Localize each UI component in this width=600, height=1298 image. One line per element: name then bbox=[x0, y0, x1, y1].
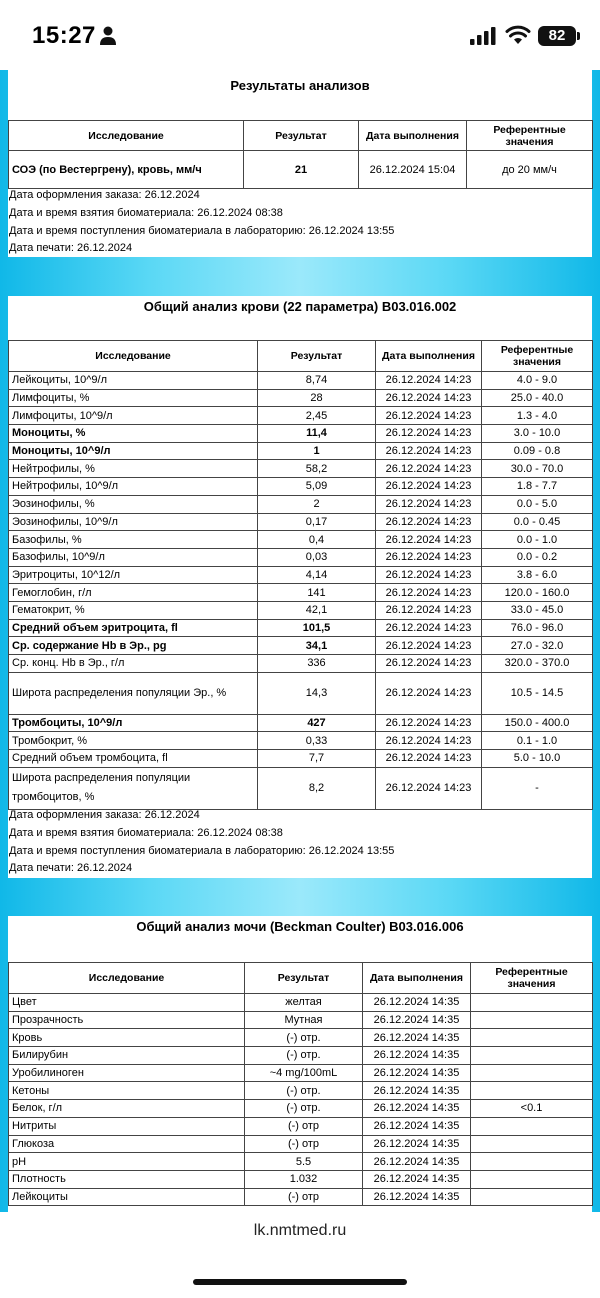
table-row bbox=[9, 655, 593, 673]
test-name: СОЭ (по Вестергрену), кровь, мм/ч bbox=[9, 151, 244, 189]
test-name: Моноциты, % bbox=[9, 425, 258, 443]
test-date: 26.12.2024 14:23 bbox=[376, 655, 482, 673]
card-urinalysis bbox=[8, 916, 592, 1212]
test-result: 0,33 bbox=[258, 732, 376, 750]
table-row bbox=[9, 732, 593, 750]
test-date: 26.12.2024 14:35 bbox=[363, 1011, 471, 1029]
table-row bbox=[9, 1082, 593, 1100]
test-result: 336 bbox=[258, 655, 376, 673]
card-title: Результаты анализов bbox=[230, 78, 370, 93]
test-result: 42,1 bbox=[258, 601, 376, 619]
test-date: 26.12.2024 14:35 bbox=[363, 1064, 471, 1082]
table-row bbox=[9, 531, 593, 549]
test-result: 7,7 bbox=[258, 750, 376, 768]
test-name: Нитриты bbox=[9, 1117, 245, 1135]
test-name: Прозрачность bbox=[9, 1011, 245, 1029]
test-date: 26.12.2024 14:23 bbox=[376, 619, 482, 637]
table-row bbox=[9, 714, 593, 732]
test-name: Базофилы, 10^9/л bbox=[9, 548, 258, 566]
person-icon bbox=[99, 26, 117, 46]
test-name: Кровь bbox=[9, 1029, 245, 1047]
test-date: 26.12.2024 14:23 bbox=[376, 389, 482, 407]
order-info bbox=[9, 807, 394, 878]
results-table bbox=[8, 340, 593, 810]
test-result: 5,09 bbox=[258, 478, 376, 496]
test-result: 0,4 bbox=[258, 531, 376, 549]
test-result: 0,17 bbox=[258, 513, 376, 531]
test-date: 26.12.2024 14:35 bbox=[363, 1153, 471, 1171]
test-reference: 0.0 - 0.45 bbox=[482, 513, 593, 531]
test-reference: 27.0 - 32.0 bbox=[482, 637, 593, 655]
test-reference: 0.0 - 5.0 bbox=[482, 495, 593, 513]
test-name: Лейкоциты bbox=[9, 1188, 245, 1206]
test-date: 26.12.2024 14:23 bbox=[376, 442, 482, 460]
test-date: 26.12.2024 14:23 bbox=[376, 672, 482, 714]
test-result: 11,4 bbox=[258, 425, 376, 443]
test-result: 1 bbox=[258, 442, 376, 460]
test-date: 26.12.2024 14:23 bbox=[376, 513, 482, 531]
test-result: (-) отр. bbox=[245, 1047, 363, 1065]
test-date: 26.12.2024 14:35 bbox=[363, 1188, 471, 1206]
print-date: Дата печати: 26.12.2024 bbox=[9, 242, 133, 255]
col-header-date: Дата выполнения bbox=[376, 341, 482, 372]
test-name: Эозинофилы, 10^9/л bbox=[9, 513, 258, 531]
test-reference: - bbox=[482, 767, 593, 809]
test-name: Ср. содержание Hb в Эр., pg bbox=[9, 637, 258, 655]
test-result: (-) отр. bbox=[245, 1100, 363, 1118]
results-table bbox=[8, 120, 593, 189]
test-date: 26.12.2024 14:23 bbox=[376, 714, 482, 732]
sample-received: Дата и время поступления биоматериала в лабораторию: 26.12.2024 13:55 bbox=[9, 844, 395, 857]
table-row bbox=[9, 1170, 593, 1188]
table-row bbox=[9, 1047, 593, 1065]
col-header-result: Результат bbox=[258, 341, 376, 372]
test-date: 26.12.2024 14:35 bbox=[363, 1047, 471, 1065]
test-date: 26.12.2024 14:23 bbox=[376, 372, 482, 390]
test-name: pH bbox=[9, 1153, 245, 1171]
table-row bbox=[9, 151, 593, 189]
col-header-result: Результат bbox=[245, 963, 363, 994]
order-info bbox=[9, 187, 394, 258]
col-header-test: Исследование bbox=[9, 121, 244, 151]
test-date: 26.12.2024 14:35 bbox=[363, 1100, 471, 1118]
order-date: Дата оформления заказа: 26.12.2024 bbox=[9, 189, 200, 201]
test-reference: 76.0 - 96.0 bbox=[482, 619, 593, 637]
table-row bbox=[9, 425, 593, 443]
test-name: Широта распределения популяции тромбоцитов, % bbox=[9, 767, 258, 809]
test-reference: 1.3 - 4.0 bbox=[482, 407, 593, 425]
table-row bbox=[9, 750, 593, 768]
table-row bbox=[9, 460, 593, 478]
test-name: Белок, г/л bbox=[9, 1100, 245, 1118]
table-row bbox=[9, 442, 593, 460]
test-date: 26.12.2024 14:23 bbox=[376, 548, 482, 566]
battery-tip bbox=[577, 32, 580, 40]
table-row bbox=[9, 566, 593, 584]
test-date: 26.12.2024 15:04 bbox=[359, 151, 467, 189]
test-result: ~4 mg/100mL bbox=[245, 1064, 363, 1082]
table-row bbox=[9, 637, 593, 655]
test-reference: 4.0 - 9.0 bbox=[482, 372, 593, 390]
test-result: 427 bbox=[258, 714, 376, 732]
test-reference: 150.0 - 400.0 bbox=[482, 714, 593, 732]
test-result: 8,2 bbox=[258, 767, 376, 809]
table-row bbox=[9, 672, 593, 714]
test-result: Мутная bbox=[245, 1011, 363, 1029]
table-row bbox=[9, 584, 593, 602]
test-reference: 5.0 - 10.0 bbox=[482, 750, 593, 768]
test-name: Плотность bbox=[9, 1170, 245, 1188]
test-date: 26.12.2024 14:23 bbox=[376, 732, 482, 750]
test-date: 26.12.2024 14:35 bbox=[363, 994, 471, 1012]
col-header-test: Исследование bbox=[9, 341, 258, 372]
col-header-date: Дата выполнения bbox=[359, 121, 467, 151]
test-name: Ср. конц. Hb в Эр., г/л bbox=[9, 655, 258, 673]
test-result: 58,2 bbox=[258, 460, 376, 478]
sample-taken: Дата и время взятия биоматериала: 26.12.2024 08:38 bbox=[9, 206, 283, 219]
test-name: Тромбокрит, % bbox=[9, 732, 258, 750]
test-result: (-) отр bbox=[245, 1135, 363, 1153]
test-reference bbox=[471, 1135, 593, 1153]
table-row bbox=[9, 372, 593, 390]
test-reference: 0.0 - 0.2 bbox=[482, 548, 593, 566]
table-row bbox=[9, 495, 593, 513]
test-reference: 120.0 - 160.0 bbox=[482, 584, 593, 602]
test-date: 26.12.2024 14:23 bbox=[376, 425, 482, 443]
table-row bbox=[9, 513, 593, 531]
sample-taken: Дата и время взятия биоматериала: 26.12.2024 08:38 bbox=[9, 826, 283, 839]
test-reference bbox=[471, 1011, 593, 1029]
test-result: желтая bbox=[245, 994, 363, 1012]
table-row bbox=[9, 407, 593, 425]
test-name: Нейтрофилы, 10^9/л bbox=[9, 478, 258, 496]
test-name: Средний объем эритроцита, fl bbox=[9, 619, 258, 637]
browser-footer bbox=[0, 1212, 600, 1298]
table-row bbox=[9, 1153, 593, 1171]
test-reference bbox=[471, 994, 593, 1012]
test-date: 26.12.2024 14:35 bbox=[363, 1029, 471, 1047]
test-reference: 1.8 - 7.7 bbox=[482, 478, 593, 496]
col-header-reference: Референтные значения bbox=[482, 341, 593, 372]
card-title: Общий анализ крови (22 параметра) B03.016.002 bbox=[143, 299, 457, 314]
test-name: Эозинофилы, % bbox=[9, 495, 258, 513]
table-row bbox=[9, 1100, 593, 1118]
status-bar bbox=[0, 0, 600, 70]
test-result: 101,5 bbox=[258, 619, 376, 637]
order-date: Дата оформления заказа: 26.12.2024 bbox=[9, 809, 200, 821]
test-date: 26.12.2024 14:23 bbox=[376, 601, 482, 619]
test-reference: 0.0 - 1.0 bbox=[482, 531, 593, 549]
test-name: Эритроциты, 10^12/л bbox=[9, 566, 258, 584]
test-date: 26.12.2024 14:35 bbox=[363, 1117, 471, 1135]
test-reference: 3.0 - 10.0 bbox=[482, 425, 593, 443]
test-date: 26.12.2024 14:23 bbox=[376, 584, 482, 602]
test-result: 14,3 bbox=[258, 672, 376, 714]
test-date: 26.12.2024 14:23 bbox=[376, 478, 482, 496]
test-name: Лейкоциты, 10^9/л bbox=[9, 372, 258, 390]
test-name: Гемоглобин, г/л bbox=[9, 584, 258, 602]
test-name: Широта распределения популяции Эр., % bbox=[9, 672, 258, 714]
col-header-result: Результат bbox=[244, 121, 359, 151]
test-result: (-) отр. bbox=[245, 1082, 363, 1100]
col-header-reference: Референтные значения bbox=[471, 963, 593, 994]
test-date: 26.12.2024 14:23 bbox=[376, 407, 482, 425]
test-name: Гематокрит, % bbox=[9, 601, 258, 619]
test-name: Цвет bbox=[9, 994, 245, 1012]
test-date: 26.12.2024 14:23 bbox=[376, 495, 482, 513]
test-reference: 0.09 - 0.8 bbox=[482, 442, 593, 460]
table-row bbox=[9, 1029, 593, 1047]
test-reference bbox=[471, 1029, 593, 1047]
card-cbc bbox=[8, 296, 592, 878]
test-name: Базофилы, % bbox=[9, 531, 258, 549]
test-name: Нейтрофилы, % bbox=[9, 460, 258, 478]
test-reference: 25.0 - 40.0 bbox=[482, 389, 593, 407]
test-date: 26.12.2024 14:23 bbox=[376, 566, 482, 584]
table-row bbox=[9, 1135, 593, 1153]
test-result: (-) отр. bbox=[245, 1029, 363, 1047]
test-reference bbox=[471, 1064, 593, 1082]
test-reference bbox=[471, 1047, 593, 1065]
test-result: 8,74 bbox=[258, 372, 376, 390]
test-result: 1.032 bbox=[245, 1170, 363, 1188]
test-name: Лимфоциты, 10^9/л bbox=[9, 407, 258, 425]
url-label[interactable]: lk.nmtmed.ru bbox=[253, 1222, 347, 1239]
test-date: 26.12.2024 14:35 bbox=[363, 1170, 471, 1188]
table-row bbox=[9, 994, 593, 1012]
test-date: 26.12.2024 14:23 bbox=[376, 767, 482, 809]
test-reference: 3.8 - 6.0 bbox=[482, 566, 593, 584]
sample-received: Дата и время поступления биоматериала в лабораторию: 26.12.2024 13:55 bbox=[9, 224, 395, 237]
test-reference: <0.1 bbox=[471, 1100, 593, 1118]
table-row bbox=[9, 548, 593, 566]
test-result: (-) отр bbox=[245, 1188, 363, 1206]
test-reference bbox=[471, 1082, 593, 1100]
test-name: Билирубин bbox=[9, 1047, 245, 1065]
test-date: 26.12.2024 14:23 bbox=[376, 750, 482, 768]
home-indicator[interactable] bbox=[193, 1279, 407, 1285]
test-reference bbox=[471, 1117, 593, 1135]
card-title: Общий анализ мочи (Beckman Coulter) B03.016.006 bbox=[136, 919, 464, 934]
test-date: 26.12.2024 14:23 bbox=[376, 637, 482, 655]
table-row bbox=[9, 389, 593, 407]
test-date: 26.12.2024 14:35 bbox=[363, 1082, 471, 1100]
test-reference bbox=[471, 1153, 593, 1171]
test-reference: 320.0 - 370.0 bbox=[482, 655, 593, 673]
test-name: Уробилиноген bbox=[9, 1064, 245, 1082]
table-row bbox=[9, 478, 593, 496]
test-reference: 10.5 - 14.5 bbox=[482, 672, 593, 714]
test-result: 2 bbox=[258, 495, 376, 513]
table-row bbox=[9, 1188, 593, 1206]
test-reference: 0.1 - 1.0 bbox=[482, 732, 593, 750]
test-reference: 33.0 - 45.0 bbox=[482, 601, 593, 619]
test-name: Моноциты, 10^9/л bbox=[9, 442, 258, 460]
test-result: 28 bbox=[258, 389, 376, 407]
test-name: Глюкоза bbox=[9, 1135, 245, 1153]
test-result: 21 bbox=[244, 151, 359, 189]
table-row bbox=[9, 619, 593, 637]
status-time: 15:27 bbox=[32, 22, 96, 49]
test-reference: 30.0 - 70.0 bbox=[482, 460, 593, 478]
signal-icon bbox=[470, 27, 496, 45]
test-result: 4,14 bbox=[258, 566, 376, 584]
test-name: Средний объем тромбоцита, fl bbox=[9, 750, 258, 768]
test-reference: до 20 мм/ч bbox=[467, 151, 593, 189]
test-date: 26.12.2024 14:35 bbox=[363, 1135, 471, 1153]
test-name: Кетоны bbox=[9, 1082, 245, 1100]
table-row bbox=[9, 601, 593, 619]
wifi-icon bbox=[505, 25, 531, 45]
test-result: (-) отр bbox=[245, 1117, 363, 1135]
col-header-reference: Референтные значения bbox=[467, 121, 593, 151]
test-result: 2,45 bbox=[258, 407, 376, 425]
test-result: 34,1 bbox=[258, 637, 376, 655]
table-row bbox=[9, 1064, 593, 1082]
test-date: 26.12.2024 14:23 bbox=[376, 531, 482, 549]
table-row bbox=[9, 1011, 593, 1029]
results-table bbox=[8, 962, 593, 1206]
table-row bbox=[9, 767, 593, 809]
test-result: 141 bbox=[258, 584, 376, 602]
col-header-test: Исследование bbox=[9, 963, 245, 994]
test-date: 26.12.2024 14:23 bbox=[376, 460, 482, 478]
document-viewer[interactable] bbox=[0, 70, 600, 1212]
test-result: 5.5 bbox=[245, 1153, 363, 1171]
test-reference bbox=[471, 1170, 593, 1188]
test-result: 0,03 bbox=[258, 548, 376, 566]
battery-icon: 82 bbox=[538, 26, 576, 46]
col-header-date: Дата выполнения bbox=[363, 963, 471, 994]
test-name: Тромбоциты, 10^9/л bbox=[9, 714, 258, 732]
test-reference bbox=[471, 1188, 593, 1206]
test-name: Лимфоциты, % bbox=[9, 389, 258, 407]
table-row bbox=[9, 1117, 593, 1135]
print-date: Дата печати: 26.12.2024 bbox=[9, 862, 133, 875]
